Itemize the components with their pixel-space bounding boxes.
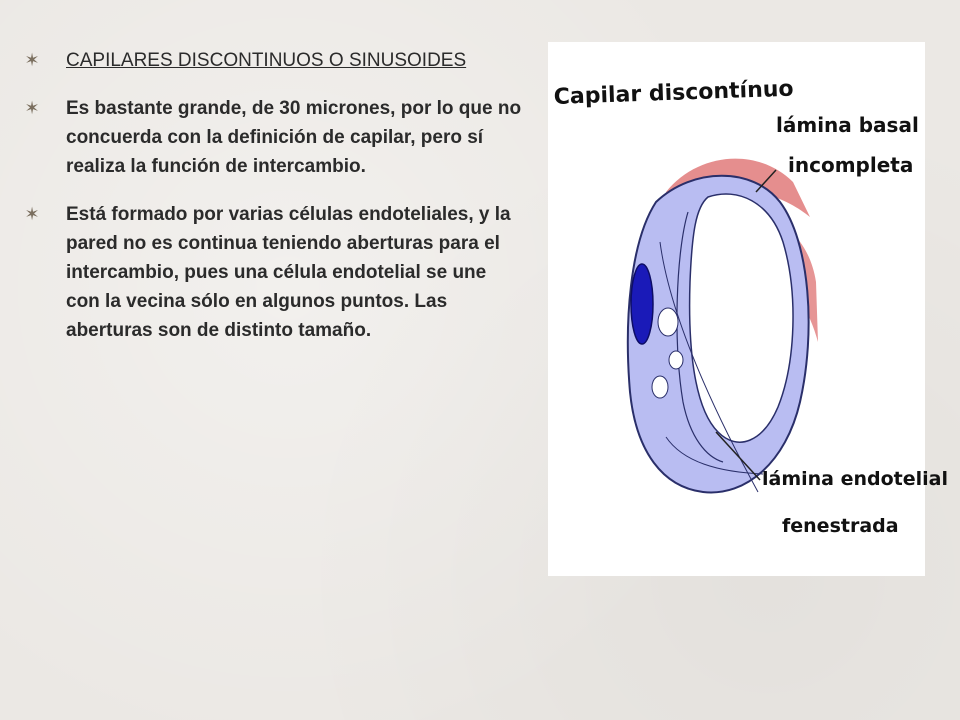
label-endo-line2: fenestrada <box>782 515 899 537</box>
text-content <box>22 46 522 364</box>
paragraph-1: Es bastante grande, de 30 micrones, por lo que no concuerda con la definición de capilar, pero sí realiza la función de intercambio. <box>66 98 522 177</box>
bullet-paragraph-1 <box>22 94 522 181</box>
label-basal-line2: incompleta <box>788 153 914 177</box>
nucleus-shape <box>631 264 653 344</box>
capillary-illustration <box>548 42 949 576</box>
slide-title: CAPILARES DISCONTINUOS O SINUSOIDES <box>66 50 467 71</box>
bullet-title <box>22 46 522 75</box>
bullet-paragraph-2 <box>22 200 522 345</box>
endothelial-ring <box>628 176 809 493</box>
paragraph-2: Está formado por varias células endoteliales, y la pared no es continua teniendo aberturas para el intercambio, pues una célula endotelial se une con la vecina sólo en algunos puntos. Las aberturas son de distinto tamaño. <box>66 204 511 341</box>
label-endo-line1: lámina endotelial <box>762 468 949 490</box>
bullet-star-icon: ✶ <box>24 98 40 118</box>
bullet-star-icon: ✶ <box>24 50 40 70</box>
label-basal-line1: lámina basal <box>776 113 919 137</box>
capillary-diagram <box>548 42 949 576</box>
bullet-star-icon: ✶ <box>24 204 40 224</box>
figure-title: Capilar discontínuo <box>553 76 794 110</box>
